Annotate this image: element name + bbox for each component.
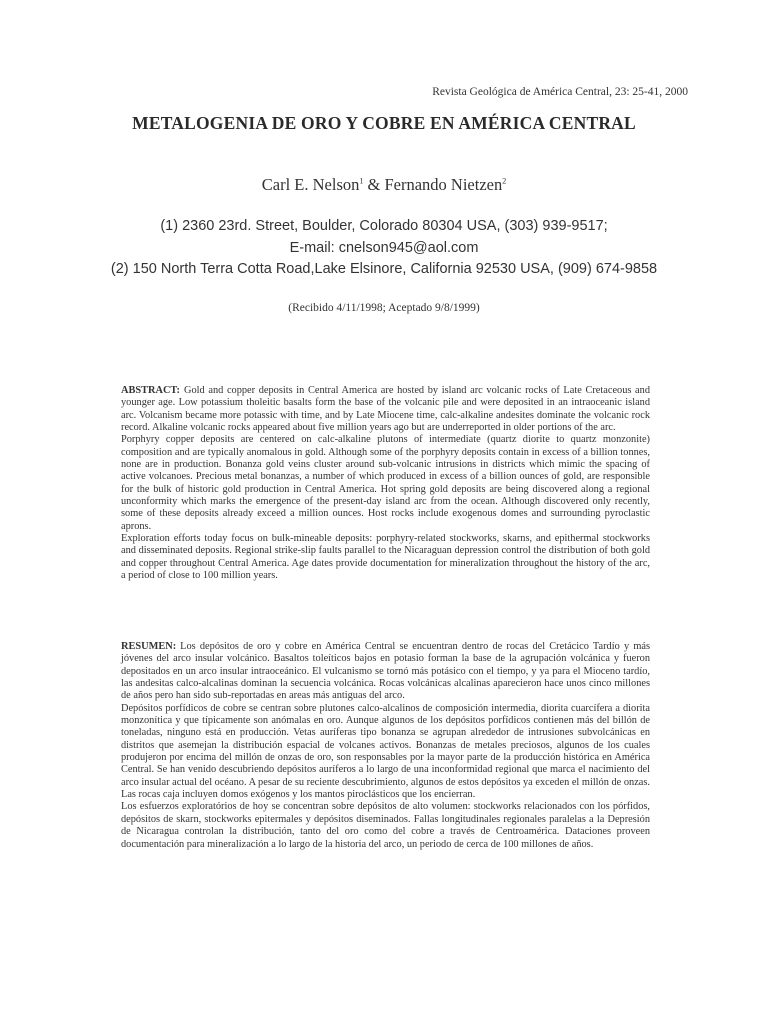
author-1-affiliation-mark: 1 [359, 176, 364, 186]
affiliation-1: (1) 2360 23rd. Street, Boulder, Colorado 80304 USA, (303) 939-9517; [160, 218, 608, 234]
affiliation-2: (2) 150 North Terra Cotta Road,Lake Elsinore, California 92530 USA, (909) 674-9858 [110, 261, 658, 277]
resumen-paragraph [121, 641, 650, 703]
abstract-paragraph: Porphyry copper deposits are centered on calc-alkaline plutons of intermediate (quartz diorite to quartz monzonite) composition and are typically anomalous in gold. Although some of the porphyry deposits contain in excess of a billion tonnes, none are in production. Bonanza gold veins cluster around sub-volcanic intrusions in districts which mimic the spacing of active volcanoes. Precious metal bonanzas, a number of which produced in excess of a billion ounces of gold, are responsible for the bulk of historic gold production in Central America. Hot spring gold deposits are being discovered along a regional unconformity which marks the emergence of the present-day island arc from the ocean. Although discovered only recently, some of these deposits already exceed a million ounces. Host rocks include exogenous domes and surrounding pyroclastic aprons. [121, 434, 650, 532]
author-separator: & [363, 175, 385, 194]
abstract-paragraph-text: Gold and copper deposits in Central America are hosted by island arc volcanic rocks of Late Cretaceous and younger age. Low potassium tholeitic basalts form the base of the volcanic pile and were deposited in an intraoceanic island arc. Volcanism became more potassic with time, and by Late Miocene time, calc-alkaline andesites dominate the volcanic rock record. Alkaline volcanic rocks appeared about five million years ago but are underreported in older portions of the arc. [121, 385, 650, 434]
journal-reference: Revista Geológica de América Central, 23: 25-41, 2000 [432, 86, 688, 98]
author-email: E-mail: cnelson945@aol.com [289, 240, 479, 256]
author-2-affiliation-mark: 2 [502, 176, 507, 186]
authors-line [0, 175, 768, 195]
author-2-name: Fernando Nietzen [384, 175, 503, 194]
abstract-paragraph [121, 385, 650, 434]
author-1-name: Carl E. Nelson [261, 175, 360, 194]
abstract-paragraph: Exploration efforts today focus on bulk-mineable deposits: porphyry-related stockworks, skarns, and epithermal stockworks and disseminated deposits. Regional strike-slip faults parallel to the Nicaraguan depression control the distribution of both gold and copper throughout Central America. Age dates provide documentation for mineralization throughout the history of the arc, a period of close to 100 million years. [121, 533, 650, 582]
abstract-label: ABSTRACT: [121, 385, 181, 396]
resumen-section [121, 641, 650, 851]
article-title: METALOGENIA DE ORO Y COBRE EN AMÉRICA CENTRAL [132, 113, 636, 133]
received-accepted-dates: (Recibido 4/11/1998; Aceptado 9/8/1999) [288, 302, 480, 314]
abstract-section [121, 385, 650, 583]
resumen-paragraph: Los esfuerzos exploratórios de hoy se concentran sobre depósitos de alto volumen: stockworks relacionados con los pórfidos, depósitos de skarn, stockworks epitermales y depósitos diseminados. Fallas longitudinales regionales paralelas a la Depresión de Nicaragua controlan la distribución, tanto del oro como del cobre a través de Centroamérica. Dataciones proveen documentación para mineralización a lo largo de la historia del arco, un periodo de cerca de 100 millones de años. [121, 801, 650, 850]
resumen-paragraph: Depósitos porfídicos de cobre se centran sobre plutones calco-alcalinos de composición intermedia, diorita cuarcífera a diorita monzonítica y que típicamente son anómalas en oro. Aunque algunos de los depósitos porfídicos contienen más del billón de toneladas, ninguno está en producción. Vetas auríferas tipo bonanza se agrupan alrededor de intrusiones subvolcánicas en distritos que asemejan la distribución espacial de volcanes activos. Bonanzas de metales preciosos, algunos de los cuales produjeron por encima del millón de onzas de oro, son responsables por la mayor parte de la producción histórica en América Central. Se han venido descubriendo depósitos auríferos a lo largo de una inconformidad regional que marca el nacimiento del arco insular actual del océano. A pesar de su reciente descubrimiento, algunos de estos depósitos ya exceden el millón de onzas. Las rocas caja incluyen domos exógenos y los mantos piroclásticos que los encierran. [121, 702, 650, 801]
resumen-label: RESUMEN: [121, 641, 177, 652]
resumen-paragraph-text: Los depósitos de oro y cobre en América Central se encuentran dentro de rocas del Cretácico Tardío y más jóvenes del arco insular volcánico. Basaltos toleíticos bajos en potasio forman la base de la agrupación volcánica y fueron depositados en un arco insular intraoceánico. El vulcanismo se tornó más potásico con el tiempo, y ya para el Mioceno tardío, las andesitas calco-alcalinas dominan la secuencia volcánica. Rocas volcánicas alcalinas aparecieron hace unos cinco millones de años pero han sido sub-reportadas en areas más antiguas del arco. [121, 641, 650, 702]
